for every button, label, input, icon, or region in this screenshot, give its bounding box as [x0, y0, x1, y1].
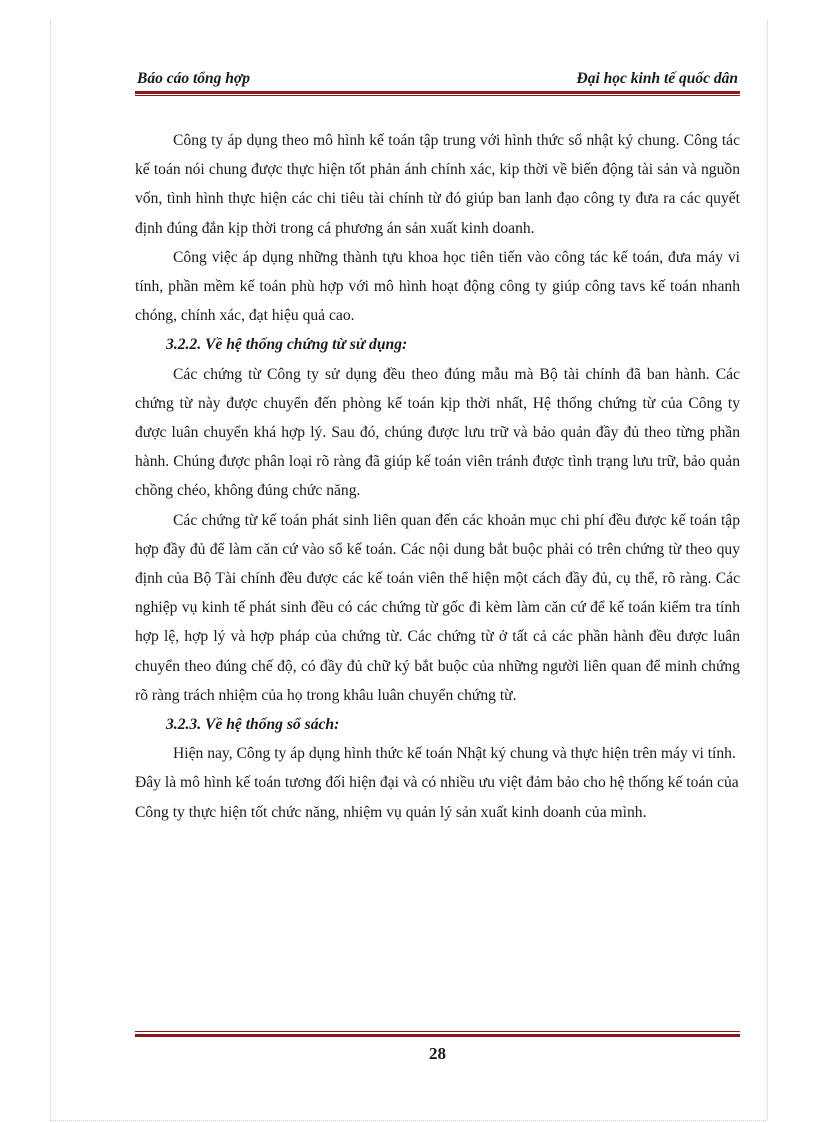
paragraph: Các chứng từ kế toán phát sinh liên quan đến các khoản mục chi phí đều được kế toán tập hợp đầy đủ để làm căn cứ vào sổ kế toán. Các nội dung bắt buộc phải có trên chứng từ theo quy định của Bộ Tài chính đều được các kế toán viên thể hiện một cách đầy đủ, cụ thể, rõ ràng. Các nghiệp vụ kinh tế phát sinh đều có các chứng từ gốc đi kèm làm căn cứ để kế toán kiểm tra tính hợp lệ, hợp lý và hợp pháp của chứng từ. Các chứng từ ở tất cả các phần hành đều được luân chuyển theo đúng chế độ, có đầy đủ chữ ký bắt buộc của những người liên quan để minh chứng rõ ràng trách nhiệm của họ trong khâu luân chuyển chứng từ.: [135, 511, 740, 704]
section-heading-3-2-3: 3.2.3. Về hệ thống sổ sách:: [166, 716, 340, 734]
paragraph: Công ty áp dụng theo mô hình kế toán tập trung với hình thức sổ nhật ký chung. Công tác kế toán nói chung được thực hiện tốt phản ánh chính xác, kip thời về biến động tài sản và nguồn vốn, tình hình thực hiện các chi tiêu tài chính từ đó giúp ban lanh đạo công ty đưa ra các quyết định đúng đắn kịp thời trong cá phương án sản xuất kinh doanh.: [135, 132, 740, 237]
section-heading-3-2-2: 3.2.2. Về hệ thống chứng từ sử dụng:: [166, 336, 408, 354]
header-right-title: Đại học kinh tế quốc dân: [576, 70, 738, 87]
header-rule-thin: [135, 95, 740, 96]
paragraph: Công việc áp dụng những thành tựu khoa học tiên tiến vào công tác kế toán, đưa máy vi tính, phần mềm kế toán phù hợp với mô hình hoạt động công ty giúp công tavs kế toán nhanh chóng, chính xác, đạt hiệu quả cao.: [135, 248, 740, 325]
page-number: 28: [429, 1044, 446, 1063]
paragraph: Các chứng từ Công ty sử dụng đều theo đúng mẫu mà Bộ tài chính đã ban hành. Các chứng từ này được chuyển đến phòng kế toán kịp thời nhất, Hệ thống chứng từ của Công ty được luân chuyển khá hợp lý. Sau đó, chúng được lưu trữ và bảo quản đầy đủ theo từng phần hành. Chúng được phân loại rõ ràng đã giúp kế toán viên tránh được tình trạng lưu trữ, bảo quản chồng chéo, không đúng chức năng.: [135, 365, 740, 500]
document-body: [135, 126, 740, 827]
footer-rule-thick: [135, 1034, 740, 1037]
page-bottom-edge: [50, 1120, 766, 1121]
page-header: [135, 68, 740, 90]
header-left-title: Báo cáo tổng hợp: [137, 70, 250, 87]
paragraph: Hiện nay, Công ty áp dụng hình thức kế toán Nhật ký chung và thực hiện trên máy vi tính. Đây là mô hình kế toán tương đối hiện đại và có nhiều ưu việt đảm bảo cho hệ thống kế toán của Công ty thực hiện tốt chức năng, nhiệm vụ quản lý sản xuất kinh doanh của mình.: [135, 745, 739, 821]
footer-rule-thin: [135, 1031, 740, 1032]
header-rule-thick: [135, 91, 740, 94]
